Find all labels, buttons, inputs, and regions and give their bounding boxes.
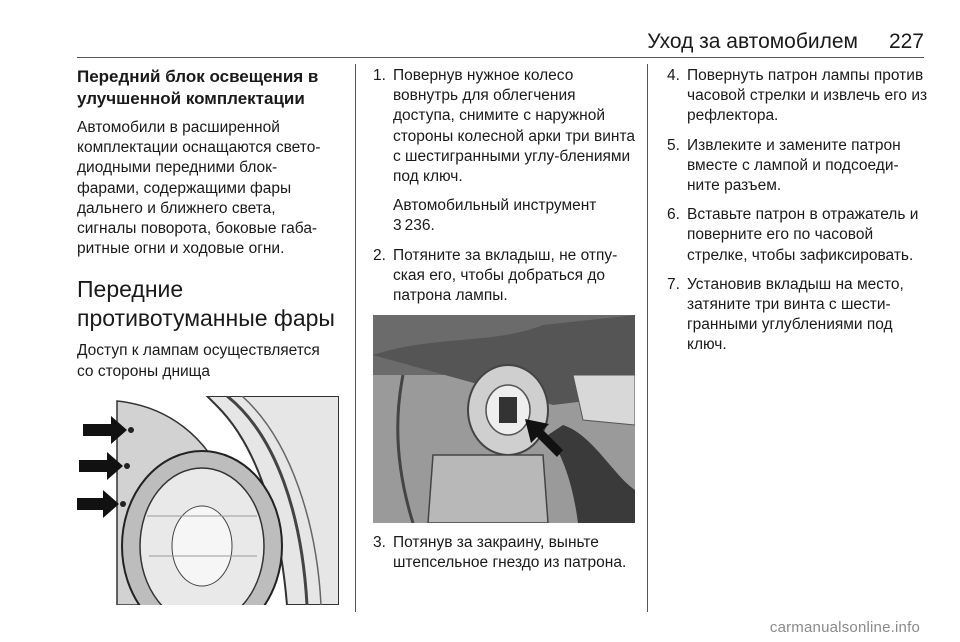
page-header-title: Уход за автомобилем <box>647 30 858 53</box>
column-right <box>667 66 929 365</box>
column-divider-1 <box>355 64 356 612</box>
column-left <box>77 66 339 605</box>
step-number: 4. <box>667 67 680 84</box>
step-item <box>667 205 929 266</box>
step-item <box>667 66 929 127</box>
step-number: 5. <box>667 136 680 154</box>
step-item <box>373 66 635 187</box>
page-reference-number: 236. <box>404 217 435 235</box>
cross-reference-icon: 3 <box>393 217 402 235</box>
step-text: Установив вкладыш на место, затяните три винта с шести-гранными углублениями под ключ. <box>687 275 904 354</box>
step-number: 3. <box>373 534 386 552</box>
step-text: Потянув за закраину, выньте штепсельное гнездо из патрона. <box>393 534 627 572</box>
step-text: Вставьте патрон в отражатель и поверните его по часовой стрелке, чтобы зафиксировать. <box>687 206 919 264</box>
column-middle <box>373 66 635 583</box>
lamp-socket-photo <box>373 315 635 523</box>
step-item <box>373 246 635 307</box>
header-divider <box>77 57 924 58</box>
section-heading-headlamp: Передний блок освещения в улучшенной комплектации <box>77 67 319 108</box>
page-number: 227 <box>888 30 924 53</box>
step-item <box>667 136 929 197</box>
wheel-arch-illustration <box>77 396 339 605</box>
fog-lamps-access-text: Доступ к лампам осуществляется со стороны днища <box>77 342 320 380</box>
step-text: Повернуть патрон лампы против часовой стрелки и извлечь его из рефлектора. <box>687 67 928 125</box>
step-text: Повернув нужное колесо вовнутрь для облегчения доступа, снимите с наружной стороны колесной арки три винта с шестигранными углу-блениями под ключ. <box>393 67 636 186</box>
step-number: 2. <box>373 246 386 264</box>
step-text: Потяните за вкладыш, не отпу-ская его, чтобы добраться до патрона лампы. <box>393 246 618 305</box>
headlamp-paragraph: Автомобили в расширенной комплектации оснащаются свето-диодными передними блок-фарами, содержащими фары дальнего и ближнего света, сигналы поворота, боковые габа-ритные огни и ходовые огни. <box>77 119 321 258</box>
watermark: carmanualsonline.info <box>769 619 920 636</box>
section-title-fog-lamps: Передние противотуманные фары <box>77 276 335 332</box>
step-number: 1. <box>373 67 386 84</box>
step-item <box>667 275 929 356</box>
step-text: Извлеките и замените патрон вместе с лампой и подсоеди-ните разъем. <box>687 136 901 195</box>
step-item <box>373 533 635 573</box>
step-number: 6. <box>667 206 680 224</box>
tool-note: Автомобильный инструмент <box>393 197 597 215</box>
column-divider-2 <box>647 64 648 612</box>
step-number: 7. <box>667 275 680 293</box>
page-reference[interactable] <box>393 216 635 236</box>
